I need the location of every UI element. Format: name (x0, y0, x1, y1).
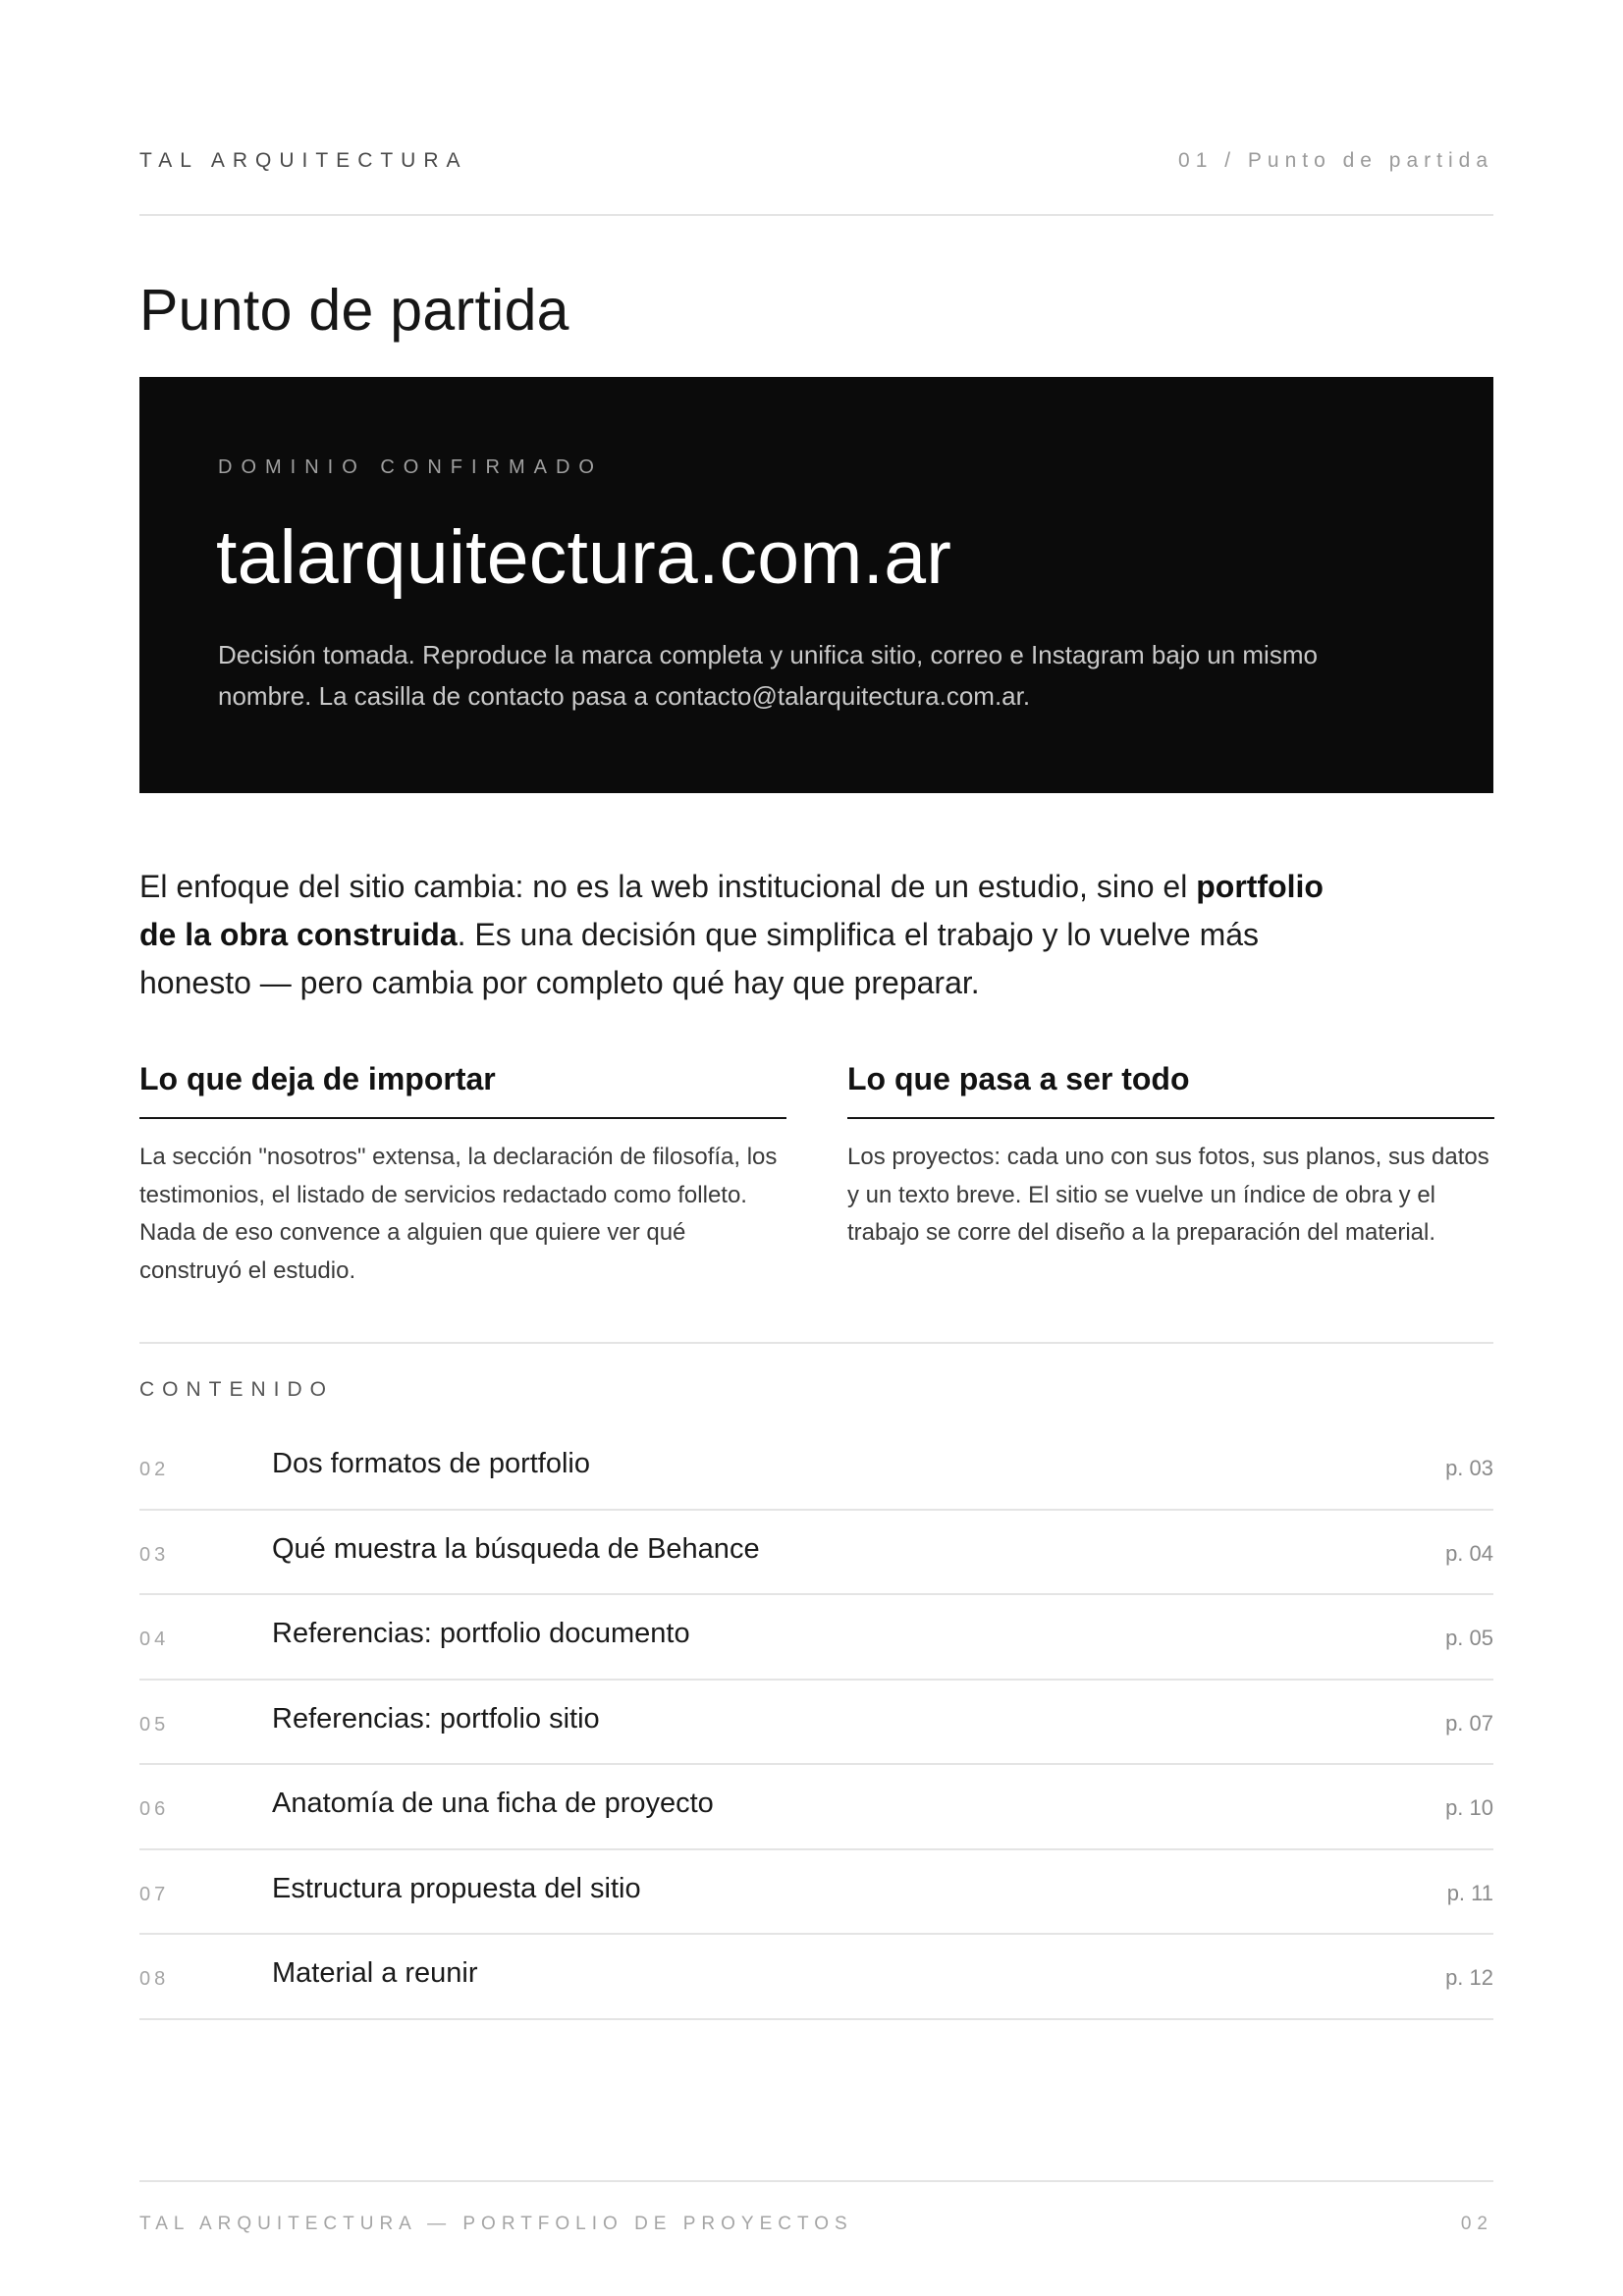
domain-card (139, 377, 1493, 793)
toc-item-title: Referencias: portfolio sitio (272, 1702, 600, 1735)
toc-item-number: 03 (139, 1543, 170, 1566)
domain-name: talarquitectura.com.ar (216, 515, 952, 600)
toc-item-number: 06 (139, 1798, 170, 1820)
column-text: La sección "nosotros" extensa, la declaración de filosofía, los testimonios, el listado de servicios redactado como folleto. Nada de eso convence a alguien que quiere ver qué construyó el estudio. (139, 1144, 778, 1284)
column-becomes-everything (847, 1058, 1494, 1253)
toc-item-number: 02 (139, 1459, 170, 1480)
section-reference: 01 / Punto de partida (1178, 149, 1493, 172)
table-of-contents (139, 1425, 1493, 2020)
domain-kicker: DOMINIO CONFIRMADO (218, 456, 603, 478)
column-text: Los proyectos: cada uno con sus fotos, sus planos, sus datos y un texto breve. El sitio se vuelve un índice de obra y el trabajo se corre del diseño a la preparación del material. (847, 1144, 1489, 1246)
toc-item[interactable] (139, 1765, 1493, 1850)
document-page (139, 0, 1493, 2296)
column-stops-mattering (139, 1058, 786, 1290)
brand-name: TAL ARQUITECTURA (139, 149, 468, 172)
toc-item[interactable] (139, 1425, 1493, 1511)
page-header (139, 145, 1493, 216)
footer-brand: TAL ARQUITECTURA — PORTFOLIO DE PROYECTOS (139, 2214, 853, 2234)
domain-description: Decisión tomada. Reproduce la marca completa y unifica sitio, correo e Instagram bajo un mismo nombre. La casilla de contacto pasa a contacto@talarquitectura.com.ar. (218, 640, 1318, 711)
toc-item-number: 07 (139, 1883, 170, 1905)
column-heading: Lo que pasa a ser todo (847, 1058, 1494, 1119)
toc-item-title: Dos formatos de portfolio (272, 1448, 590, 1479)
toc-item-page: p. 12 (1445, 1965, 1493, 1990)
page-number: 02 (1460, 2214, 1493, 2234)
toc-item-title: Referencias: portfolio documento (272, 1618, 690, 1649)
lead-text-start: El enfoque del sitio cambia: no es la web institucional de un estudio, sino el (139, 869, 1197, 904)
toc-item-title: Material a reunir (272, 1957, 478, 1989)
lead-paragraph (139, 863, 1357, 1007)
page-footer (139, 2180, 1493, 2234)
toc-item[interactable] (139, 1595, 1493, 1681)
toc-item[interactable] (139, 1681, 1493, 1766)
toc-item[interactable] (139, 1511, 1493, 1596)
toc-item-number: 04 (139, 1629, 170, 1650)
section-divider (139, 1342, 1493, 1344)
toc-label: CONTENIDO (139, 1378, 334, 1401)
column-heading: Lo que deja de importar (139, 1058, 786, 1119)
toc-item-page: p. 11 (1446, 1880, 1493, 1905)
toc-item-title: Estructura propuesta del sitio (272, 1872, 641, 1904)
toc-item[interactable] (139, 1850, 1493, 1936)
toc-item-title: Qué muestra la búsqueda de Behance (272, 1532, 760, 1565)
toc-item[interactable] (139, 1935, 1493, 2020)
toc-item-page: p. 07 (1445, 1710, 1493, 1735)
toc-item-page: p. 03 (1445, 1456, 1493, 1480)
toc-item-page: p. 05 (1445, 1626, 1493, 1650)
lead-emphasis: portfolio de la obra construida (139, 869, 1324, 952)
toc-item-title: Anatomía de una ficha de proyecto (272, 1788, 714, 1819)
lead-text-end: . Es una decisión que simplifica el trabajo y lo vuelve más honesto — pero cambia por completo qué hay que preparar. (139, 917, 1260, 1000)
page-title: Punto de partida (139, 278, 569, 343)
toc-item-number: 05 (139, 1713, 170, 1735)
toc-item-page: p. 04 (1445, 1540, 1493, 1566)
toc-item-number: 08 (139, 1968, 170, 1990)
toc-item-page: p. 10 (1445, 1795, 1493, 1820)
